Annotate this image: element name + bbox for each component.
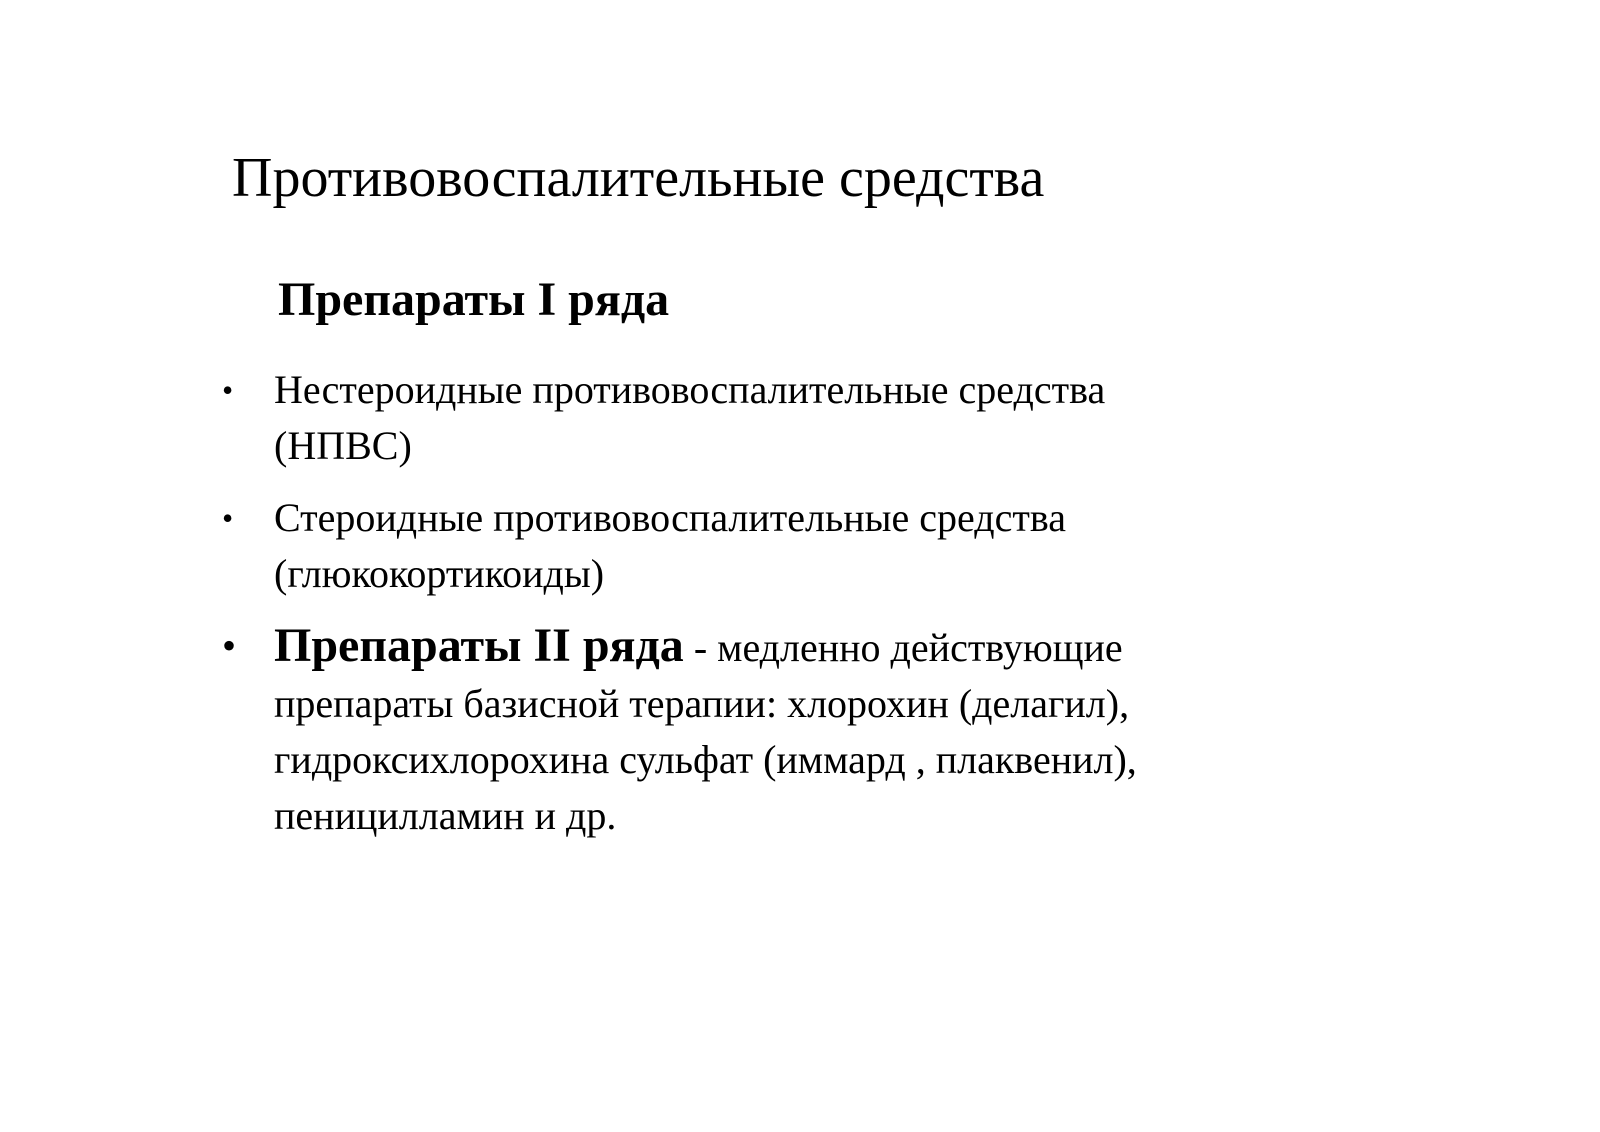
bullet-icon: • <box>222 372 234 408</box>
second-line-drugs-label: Препараты II ряда <box>274 619 684 672</box>
list-item-line: Нестероидные противовоспалительные средства <box>274 367 1106 412</box>
bullet-icon: • <box>222 623 237 668</box>
bullet-list <box>222 362 1342 860</box>
first-line-drugs-heading: Препараты I ряда <box>278 273 670 326</box>
list-item-line: (глюкокортикоиды) <box>274 551 605 596</box>
second-line-drugs-description: - медленно действующие <box>683 625 1123 670</box>
list-item-line: гидроксихлорохина сульфат (иммард , плаквенил), <box>274 737 1137 782</box>
list-item-second-line-drugs <box>222 618 1342 844</box>
list-item-steroids <box>222 490 1342 602</box>
list-item-lead-line <box>274 618 1342 676</box>
list-item-line: препараты базисной терапии: хлорохин (делагил), <box>274 681 1130 726</box>
bullet-icon: • <box>222 500 234 536</box>
list-item-line: (НПВС) <box>274 423 412 468</box>
slide-title: Противовоспалительные средства <box>232 147 1045 209</box>
list-item-nsaids <box>222 362 1342 474</box>
list-item-line: пеницилламин и др. <box>274 793 617 838</box>
list-item-line: Стероидные противовоспалительные средства <box>274 495 1066 540</box>
